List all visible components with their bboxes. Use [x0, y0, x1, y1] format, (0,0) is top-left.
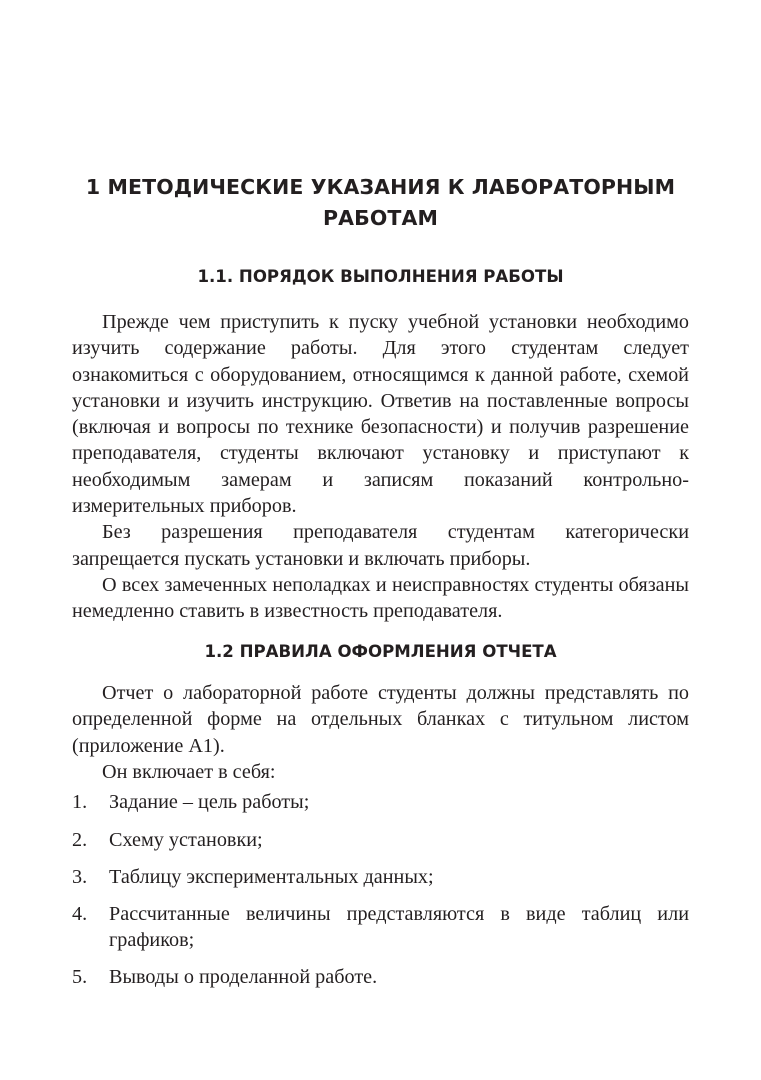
list-item — [72, 827, 689, 853]
section-1-1-body — [72, 309, 689, 625]
list-item — [72, 901, 689, 954]
section-title-1-2: 1.2 ПРАВИЛА ОФОРМЛЕНИЯ ОТЧЕТА — [204, 642, 557, 661]
list-text: Рассчитанные величины представляются в виде таблиц или графиков; — [109, 903, 689, 952]
section-1-2-body — [72, 680, 689, 785]
list-item — [72, 864, 689, 890]
list-item — [72, 789, 689, 815]
paragraph: Прежде чем приступить к пуску учебной установки необходимо изучить содержание работы. Для этого студентам следует ознакомиться с оборудованием, относящимся к данной работе, схемой установки и изучить инструкцию. Ответив на поставленные вопросы (включая и вопросы по технике безопасности) и получив разрешение преподавателя, студенты включают установку и приступают к необходимым замерам и записям показаний контрольно-измерительных приборов. — [72, 311, 689, 518]
list-text: Выводы о проделанной работе. — [109, 966, 378, 988]
list-number: 4. — [72, 903, 88, 925]
list-number: 5. — [72, 966, 88, 988]
list-item — [72, 964, 689, 990]
list-number: 3. — [72, 866, 88, 888]
paragraph: Отчет о лабораторной работе студенты должны представлять по определенной форме на отдельных бланках с титульном листом (приложение А1). — [72, 682, 689, 757]
paragraph: Он включает в себя: — [102, 760, 276, 783]
list-number: 1. — [72, 791, 88, 813]
paragraph: Без разрешения преподавателя студентам категорически запрещается пускать установки и включать приборы. — [72, 521, 689, 570]
chapter-title: 1 МЕТОДИЧЕСКИЕ УКАЗАНИЯ К ЛАБОРАТОРНЫМ РАБОТАМ — [85, 175, 676, 230]
list-text: Задание – цель работы; — [109, 791, 310, 813]
list-number: 2. — [72, 829, 88, 851]
paragraph: О всех замеченных неполадках и неисправностях студенты обязаны немедленно ставить в известность преподавателя. — [72, 573, 689, 623]
section-title-1-1: 1.1. ПОРЯДОК ВЫПОЛНЕНИЯ РАБОТЫ — [197, 267, 564, 286]
list-text: Схему установки; — [109, 829, 263, 851]
list-text: Таблицу экспериментальных данных; — [109, 866, 434, 888]
